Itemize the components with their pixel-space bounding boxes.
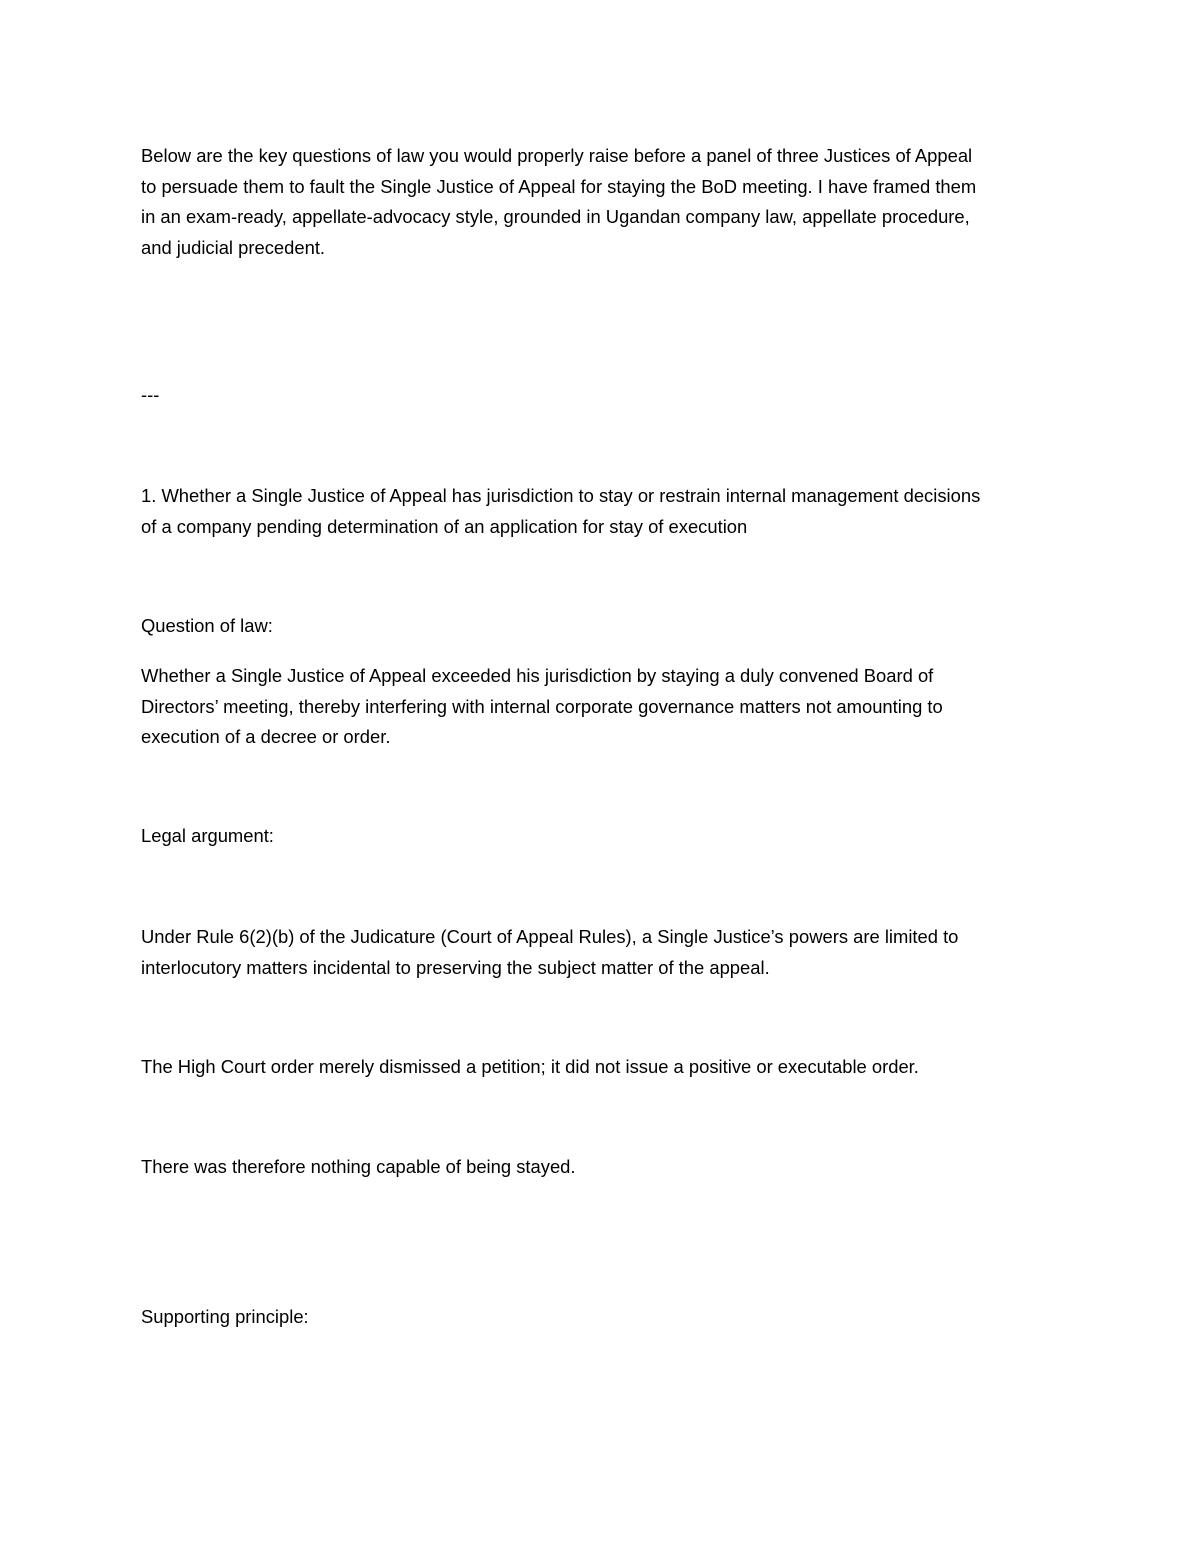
section-separator: --- xyxy=(141,384,160,405)
question-heading-line: 1. Whether a Single Justice of Appeal has jurisdiction to stay or restrain internal management decisions xyxy=(141,485,981,506)
argument-point xyxy=(141,922,1061,983)
argument-line: interlocutory matters incidental to preserving the subject matter of the appeal. xyxy=(141,956,770,978)
intro-paragraph xyxy=(141,141,1061,263)
question-of-law-text xyxy=(141,661,1061,753)
argument-line: The High Court order merely dismissed a petition; it did not issue a positive or executable order. xyxy=(141,1056,919,1077)
argument-line: Under Rule 6(2)(b) of the Judicature (Court of Appeal Rules), a Single Justice’s powers are limited to xyxy=(141,926,959,947)
intro-line: in an exam-ready, appellate-advocacy style, grounded in Ugandan company law, appellate procedure, xyxy=(141,206,970,227)
intro-line: Below are the key questions of law you would properly raise before a panel of three Justices of Appeal xyxy=(141,145,973,166)
argument-point xyxy=(141,1052,1061,1083)
question-text-line: Whether a Single Justice of Appeal exceeded his jurisdiction by staying a duly convened Board of xyxy=(141,665,934,686)
question-of-law-label: Question of law: xyxy=(141,615,273,636)
supporting-principle-label: Supporting principle: xyxy=(141,1306,309,1327)
legal-argument-label: Legal argument: xyxy=(141,825,274,846)
argument-point xyxy=(141,1152,1061,1183)
intro-line: and judicial precedent. xyxy=(141,236,326,258)
question-heading xyxy=(141,481,1061,542)
intro-line: to persuade them to fault the Single Justice of Appeal for staying the BoD meeting. I have framed them xyxy=(141,175,977,197)
argument-line: There was therefore nothing capable of being stayed. xyxy=(141,1156,576,1177)
question-text-line: execution of a decree or order. xyxy=(141,726,391,747)
question-heading-line: of a company pending determination of an application for stay of execution xyxy=(141,515,748,537)
question-text-line: Directors’ meeting, thereby interfering with internal corporate governance matters not amounting to xyxy=(141,695,943,717)
